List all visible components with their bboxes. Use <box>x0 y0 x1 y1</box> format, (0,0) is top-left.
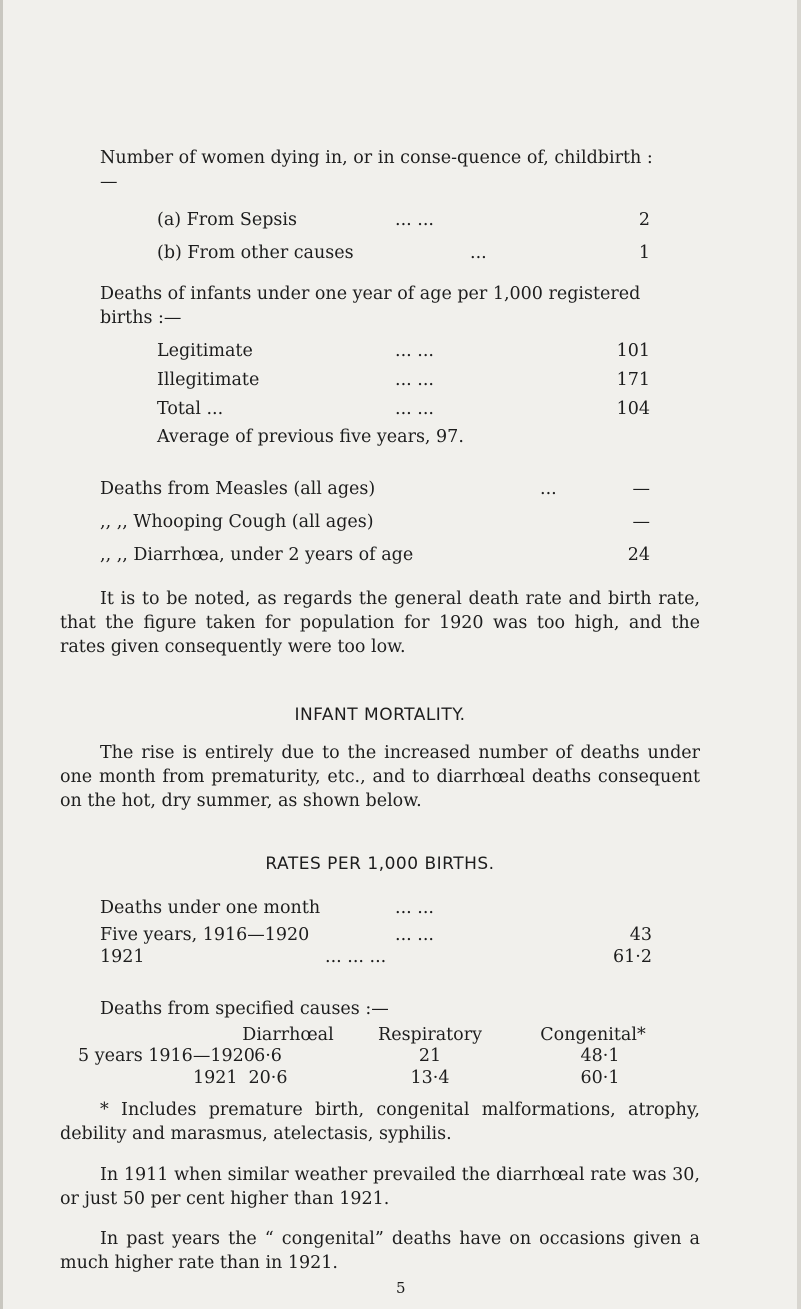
rates-row-label: Deaths under one month <box>100 898 321 918</box>
rates-row-value: 61·2 <box>613 947 652 967</box>
rates-row-leader: ... ... <box>395 898 434 918</box>
infant-row-value: 171 <box>616 370 650 390</box>
cause-row-value: — <box>632 512 650 532</box>
specified-cell: 60·1 <box>580 1068 620 1088</box>
infant-mortality-text: The rise is entirely due to the increased number of deaths under one month from prematurity, etc., and to diarrhœal deaths consequent on the hot, dry summer, as shown below. <box>60 743 700 811</box>
specified-row-label: 1921 <box>193 1068 238 1088</box>
population-note: It is to be noted, as regards the general death rate and birth rate, that the figure taken for population for 1920 was too high, and the rates given consequently were too low. <box>60 589 700 657</box>
specified-intro: Deaths from specified causes :— <box>100 999 389 1019</box>
rates-row-value: 43 <box>629 925 652 945</box>
rates-heading: RATES PER 1,000 BIRTHS. <box>265 854 495 874</box>
footnote: * Includes premature birth, congenital malformations, atrophy, debility and marasmus, atelectasis, syphilis. <box>60 1100 700 1144</box>
cause-row-label: ,, ,, Diarrhœa, under 2 years of age <box>100 545 414 565</box>
specified-cell: 21 <box>418 1046 442 1066</box>
specified-header: Diarrhœal <box>242 1025 334 1045</box>
specified-cell: 6·6 <box>254 1046 282 1066</box>
rates-row-label: 1921 <box>100 947 145 967</box>
page-number: 5 <box>396 1279 406 1297</box>
childbirth-row-leader: ... <box>470 243 487 263</box>
childbirth-intro: Number of women dying in, or in conse-quence of, childbirth :— <box>100 148 653 192</box>
specified-row-label: 5 years 1916—1920 <box>78 1046 255 1066</box>
specified-cell: 20·6 <box>248 1068 288 1088</box>
childbirth-row-value: 2 <box>638 210 650 230</box>
cause-row-value: — <box>632 479 650 499</box>
infant-row-leader: ... ... <box>395 399 434 419</box>
infant-row-leader: ... ... <box>395 370 434 390</box>
rates-row-leader: ... ... ... <box>325 947 387 967</box>
infant-deaths-intro: Deaths of infants under one year of age per 1,000 registered births :— <box>100 284 641 328</box>
rates-row-leader: ... ... <box>395 925 434 945</box>
infant-row-label: Legitimate <box>157 341 253 361</box>
childbirth-row-leader: ... ... <box>395 210 434 230</box>
childbirth-row-label: (a) From Sepsis <box>157 210 297 230</box>
infant-row-value: 101 <box>616 341 650 361</box>
childbirth-row-label: (b) From other causes <box>157 243 354 263</box>
infant-row-label: Illegitimate <box>157 370 260 390</box>
paragraph-past-years: In past years the “ congenital” deaths have on occasions given a much higher rate than in 1921. <box>60 1229 700 1273</box>
rates-row-label: Five years, 1916—1920 <box>100 925 310 945</box>
cause-row-label: Deaths from Measles (all ages) <box>100 479 376 499</box>
specified-cell: 13·4 <box>410 1068 450 1088</box>
specified-header: Respiratory <box>378 1025 482 1045</box>
infant-row-leader: ... ... <box>395 341 434 361</box>
infant-average: Average of previous five years, 97. <box>157 427 464 447</box>
paragraph-1911: In 1911 when similar weather prevailed the diarrhœal rate was 30, or just 50 per cent higher than 1921. <box>60 1165 700 1209</box>
page-edge-left <box>0 0 3 1309</box>
infant-row-label: Total ... <box>157 399 224 419</box>
page-edge-right <box>797 0 801 1309</box>
infant-row-value: 104 <box>616 399 650 419</box>
childbirth-row-value: 1 <box>638 243 650 263</box>
specified-cell: 48·1 <box>580 1046 620 1066</box>
cause-row-leader: ... <box>540 479 557 499</box>
cause-row-label: ,, ,, Whooping Cough (all ages) <box>100 512 374 532</box>
specified-header: Congenital* <box>540 1025 646 1045</box>
infant-mortality-heading: INFANT MORTALITY. <box>294 705 466 725</box>
cause-row-value: 24 <box>627 545 650 565</box>
